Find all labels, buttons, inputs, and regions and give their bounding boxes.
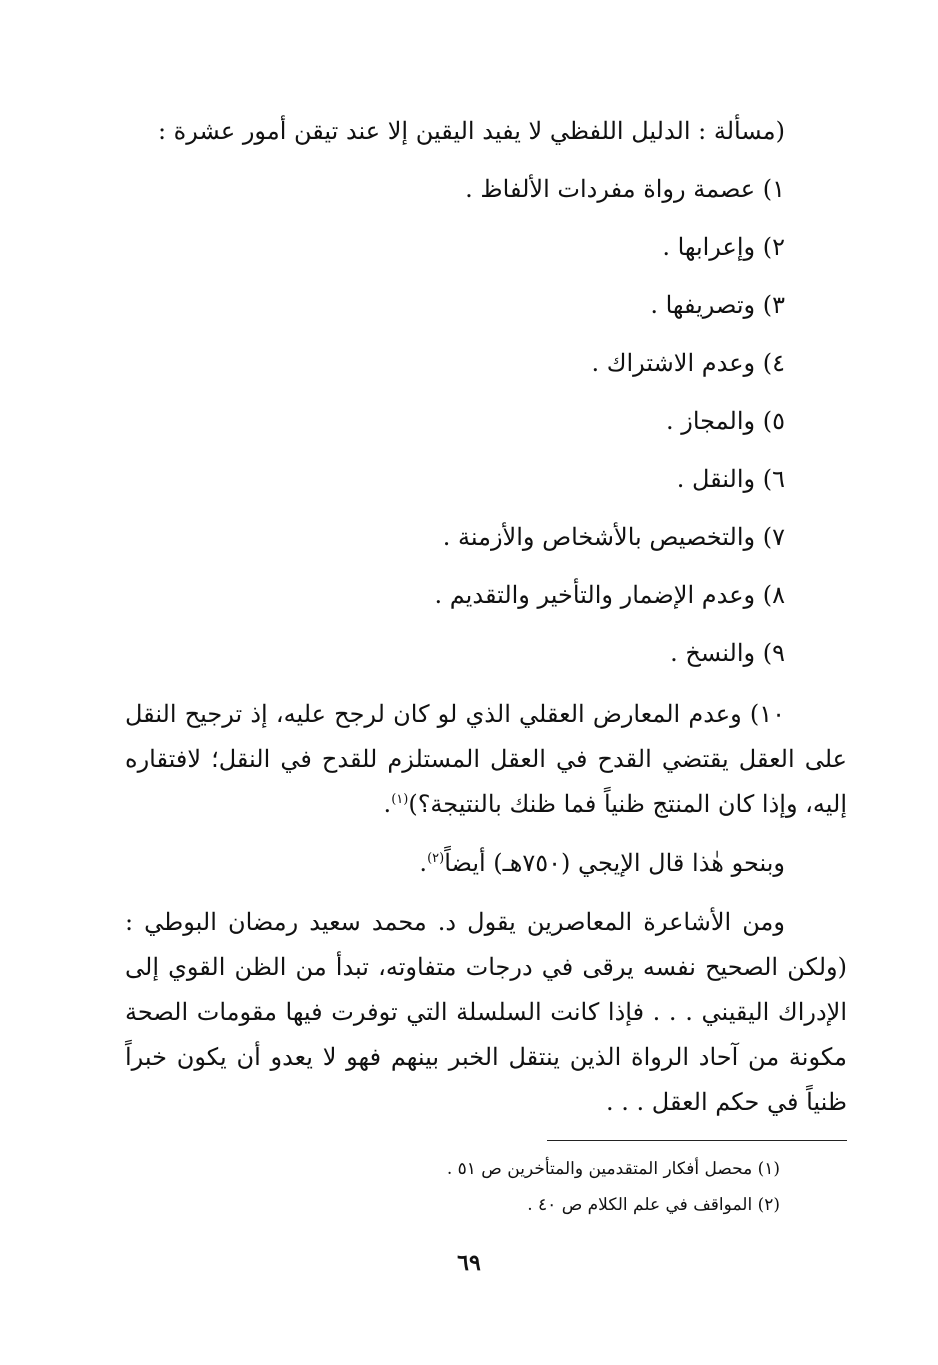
footnote-divider xyxy=(547,1140,847,1141)
list-item: ٩) والنسخ . xyxy=(670,639,785,667)
footnote-1: (١) محصل أفكار المتقدمين والمتأخرين ص ٥١ . xyxy=(446,1159,780,1179)
iji-paragraph: وبنحو هٰذا قال الإيجي (٧٥٠هـ) أيضاً$^{(٢)}$. xyxy=(419,849,785,877)
list-item: ١) عصمة رواة مفردات الألفاظ . xyxy=(465,175,785,203)
list-item: ٧) والتخصيص بالأشخاص والأزمنة . xyxy=(442,523,785,551)
buti-paragraph: ومن الأشاعرة المعاصرين يقول د. محمد سعيد رمضان البوطي : (ولكن الصحيح نفسه يرقى في درجات متفاوته، تبدأ من الظن القوي إلى الإدراك اليقيني . . . فإذا كانت السلسلة التي توفرت فيها مقومات الصحة مكونة من آحاد الرواة الذين ينتقل الخبر بينهم فهو لا يعدو أن يكون خبراً ظنياً في حكم العقل . . . xyxy=(125,908,847,1116)
footnote-2: (٢) المواقف في علم الكلام ص ٤٠ . xyxy=(527,1195,780,1215)
list-item: ٤) وعدم الاشتراك . xyxy=(591,349,785,377)
list-item: ٥) والمجاز . xyxy=(666,407,785,435)
main-text xyxy=(125,112,847,1139)
list-item: ٨) وعدم الإضمار والتأخير والتقديم . xyxy=(434,581,785,609)
footnote-ref-2[interactable]: (٢) xyxy=(427,851,445,866)
list-item: ٦) والنقل . xyxy=(676,465,785,493)
list-item: ٣) وتصريفها . xyxy=(650,291,785,319)
intro-line: (مسألة : الدليل اللفظي لا يفيد اليقين إلا عند تيقن أمور عشرة : xyxy=(157,117,785,145)
iji-text: وبنحو هٰذا قال الإيجي (٧٥٠هـ) أيضاً xyxy=(444,849,785,877)
numbered-list xyxy=(125,170,847,672)
item-10-text: ١٠) وعدم المعارض العقلي الذي لو كان لرجح عليه، إذ ترجيح النقل على العقل يقتضي القدح في العقل المستلزم للقدح في النقل؛ لافتقاره إليه، وإذا كان المنتج ظنياً فما ظنك بالنتيجة؟) xyxy=(125,700,847,818)
page-number: ٦٩ xyxy=(457,1250,481,1276)
footnote-ref-1[interactable]: (١) xyxy=(391,792,409,807)
item-10-paragraph: ١٠) وعدم المعارض العقلي الذي لو كان لرجح عليه، إذ ترجيح النقل على العقل يقتضي القدح في العقل المستلزم للقدح في النقل؛ لافتقاره إليه، وإذا كان المنتج ظنياً فما ظنك بالنتيجة؟)$^{(١)}$. xyxy=(125,700,847,818)
footnotes xyxy=(125,1152,780,1224)
list-item: ٢) وإعرابها . xyxy=(662,233,785,261)
